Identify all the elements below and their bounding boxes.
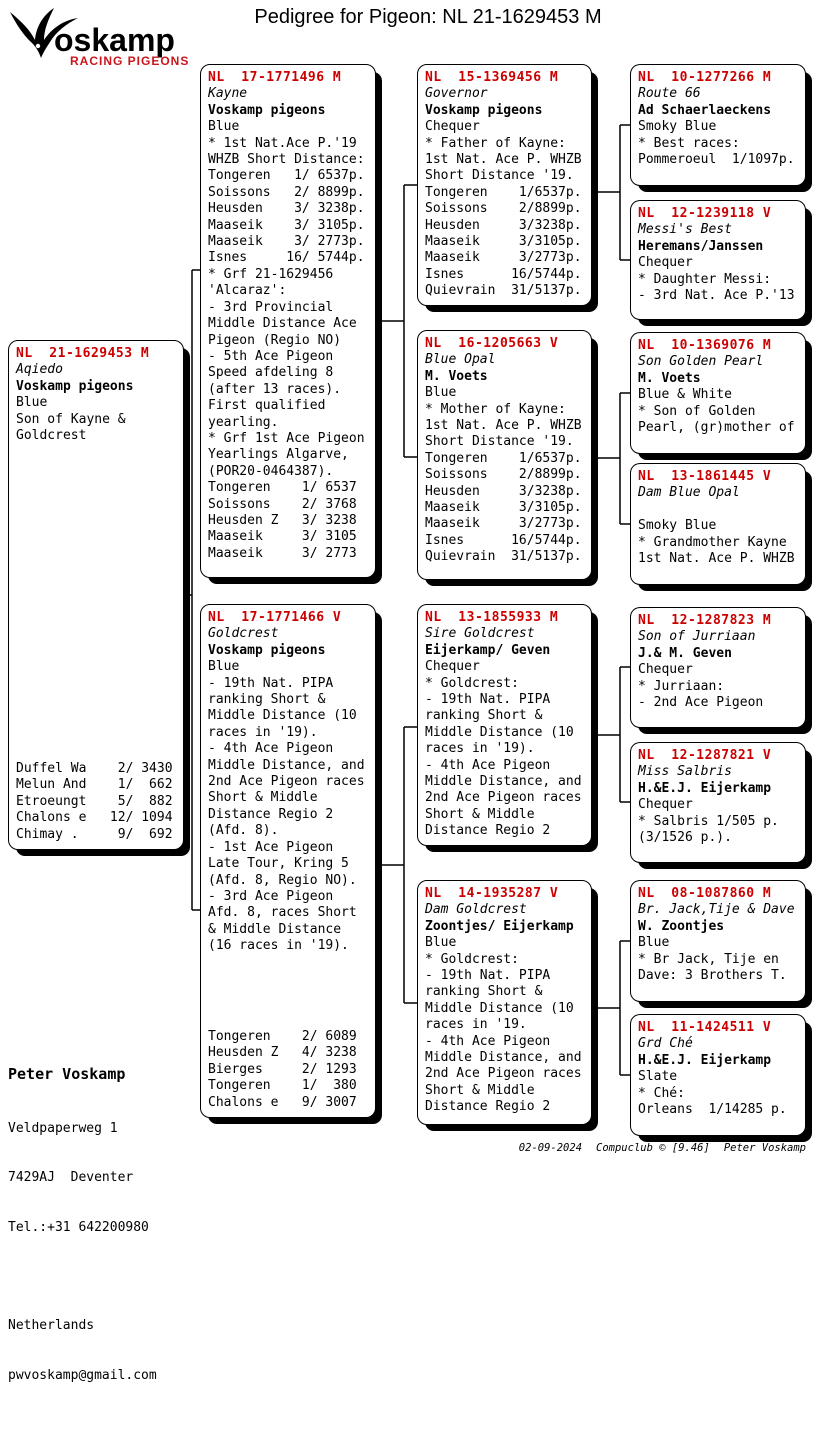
pigeon-notes: * Br Jack, Tije en Dave: 3 Brothers T.	[638, 951, 787, 984]
fancier-name: Zoontjes/ Eijerkamp	[425, 918, 574, 934]
pigeon-color: Blue	[16, 395, 48, 411]
pedigree-box-sire-sire-dam	[630, 200, 806, 320]
generated-stamp	[519, 1142, 806, 1154]
ring-number: NL 12-1287821 V	[638, 748, 772, 763]
pedigree-box-sire-sire	[417, 64, 592, 306]
ring-number: NL 10-1369076 M	[638, 338, 772, 353]
pigeon-name: Blue Opal	[425, 352, 496, 368]
pedigree-box-dam-sire	[417, 604, 592, 846]
owner-address-line: Veldpaperweg 1	[8, 1120, 118, 1136]
pigeon-color: Blue & White	[638, 387, 732, 403]
pigeon-name: Miss Salbris	[638, 764, 732, 780]
pigeon-notes: * Goldcrest: - 19th Nat. PIPA ranking Short & Middle Distance (10 races in '19. - 4th Ace Pigeon Middle Distance, and 2nd Ace Pigeon races Short & Middle Distance Regio 2	[425, 951, 582, 1115]
ring-number: NL 17-1771496 M	[208, 70, 342, 85]
pedigree-box-dam-dam-sire	[630, 880, 806, 1002]
pigeon-notes: * Best races: Pommeroeul 1/1097p.	[638, 135, 795, 168]
ring-number: NL 16-1205663 V	[425, 336, 559, 351]
pigeon-name: Messi's Best	[638, 222, 732, 238]
pigeon-notes: * Father of Kayne: 1st Nat. Ace P. WHZB Short Distance '19. Tongeren 1/6537p. Soissons 2/8899p. Heusden 3/3238p. Maaseik 3/3105p. Maaseik 3/2773p. Isnes 16/5744p. Quievrain 31/5137p.	[425, 135, 582, 299]
owner-phone: Tel.:+31 642200980	[8, 1219, 149, 1235]
fancier-name: Voskamp pigeons	[208, 642, 326, 658]
pigeon-notes: * Salbris 1/505 p. (3/1526 p.).	[638, 813, 779, 846]
fancier-name: Voskamp pigeons	[16, 378, 134, 394]
pigeon-name: Kayne	[208, 86, 248, 102]
fancier-name: Eijerkamp/ Geven	[425, 642, 551, 658]
pigeon-name: Grd Ché	[638, 1036, 693, 1052]
fancier-name: Heremans/Janssen	[638, 238, 764, 254]
owner-contact-block	[8, 1033, 157, 1434]
ring-number: NL 15-1369456 M	[425, 70, 559, 85]
pigeon-color: Blue	[425, 935, 457, 951]
fancier-name: Ad Schaerlaeckens	[638, 102, 772, 118]
owner-email: pwvoskamp@gmail.com	[8, 1367, 157, 1383]
ring-number: NL 10-1277266 M	[638, 70, 772, 85]
fancier-name: Voskamp pigeons	[425, 102, 543, 118]
pedigree-box-sire-dam-sire	[630, 332, 806, 454]
ring-number: NL 17-1771466 V	[208, 610, 342, 625]
ring-number: NL 13-1855933 M	[425, 610, 559, 625]
pigeon-name: Goldcrest	[208, 626, 279, 642]
pigeon-color: Chequer	[638, 662, 693, 678]
pedigree-box-dam-dam	[417, 880, 592, 1125]
generated-author: Peter Voskamp	[723, 1142, 806, 1154]
pigeon-name: Son of Jurriaan	[638, 629, 756, 645]
ring-number: NL 11-1424511 V	[638, 1020, 772, 1035]
pigeon-color: Smoky Blue	[638, 119, 717, 135]
pedigree-box-dam-sire-dam	[630, 742, 806, 863]
ring-number: NL 12-1287823 M	[638, 613, 772, 628]
pedigree-box-sire-dam	[417, 330, 592, 580]
pedigree-box-sire-sire-sire	[630, 64, 806, 186]
pigeon-notes: * Jurriaan: - 2nd Ace Pigeon	[638, 678, 764, 711]
pigeon-color: Chequer	[425, 659, 480, 675]
generated-software: Compuclub © [9.46]	[596, 1142, 710, 1154]
pigeon-name: Son Golden Pearl	[638, 354, 764, 370]
generated-date: 02-09-2024	[518, 1142, 583, 1154]
pigeon-color: Blue	[208, 659, 240, 675]
pigeon-name: Aqiedo	[16, 362, 63, 378]
logo-wordmark: oskamp	[54, 22, 175, 58]
race-results: Duffel Wa 2/ 3430 Melun And 1/ 662 Etroeungt 5/ 882 Chalons e 12/ 1094 Chimay . 9/ 692	[16, 760, 173, 842]
pigeon-color: Blue	[425, 385, 457, 401]
fancier-name: H.&E.J. Eijerkamp	[638, 1052, 772, 1068]
pigeon-notes: * Grandmother Kayne 1st Nat. Ace P. WHZB	[638, 534, 795, 567]
ring-number: NL 08-1087860 M	[638, 886, 772, 901]
ring-number: NL 13-1861445 V	[638, 469, 772, 484]
ring-number: NL 21-1629453 M	[16, 346, 150, 361]
fancier-name: H.&E.J. Eijerkamp	[638, 780, 772, 796]
fancier-name: J.& M. Geven	[638, 645, 732, 661]
fancier-name: Voskamp pigeons	[208, 102, 326, 118]
pigeon-notes: * Daughter Messi: - 3rd Nat. Ace P.'13	[638, 271, 795, 304]
pigeon-notes: * Mother of Kayne: 1st Nat. Ace P. WHZB Short Distance '19. Tongeren 1/6537p. Soissons 2/8899p. Heusden 3/3238p. Maaseik 3/3105p. Maaseik 3/2773p. Isnes 16/5744p. Quievrain 31/5137p.	[425, 401, 582, 565]
fancier-name: M. Voets	[638, 370, 701, 386]
pedigree-box-subject	[8, 340, 184, 850]
pigeon-color: Chequer	[638, 797, 693, 813]
pigeon-name: Dam Blue Opal	[638, 485, 740, 501]
pigeon-color: Smoky Blue	[638, 518, 717, 534]
pedigree-box-dam-sire-sire	[630, 607, 806, 728]
pedigree-box-sire	[200, 64, 376, 578]
pigeon-notes: * 1st Nat.Ace P.'19 WHZB Short Distance: Tongeren 1/ 6537p. Soissons 2/ 8899p. Heusden 3/ 3238p. Maaseik 3/ 3105p. Maaseik 3/ 2773p. Isnes 16/ 5744p. * Grf 21-1629456 'Alcaraz': - 3rd Provincial Middle Distance Ace Pigeon (Regio NO) - 5th Ace Pigeon Speed afdeling 8 (after 13 races). First qualified yearling. * Grf 1st Ace Pigeon Yearlings Algarve, (POR20-0464387). Tongeren 1/ 6537 Soissons 2/ 3768 Heusden Z 3/ 3238 Maaseik 3/ 3105 Maaseik 3/ 2773	[208, 135, 365, 561]
owner-address-line: 7429AJ Deventer	[8, 1170, 134, 1185]
pigeon-color: Blue	[208, 119, 240, 135]
ring-number: NL 12-1239118 V	[638, 206, 772, 221]
pigeon-notes: * Goldcrest: - 19th Nat. PIPA ranking Short & Middle Distance (10 races in '19). - 4th Ace Pigeon Middle Distance, and 2nd Ace Pigeon races Short & Middle Distance Regio 2	[425, 675, 582, 839]
owner-name: Peter Voskamp	[8, 1065, 126, 1083]
pigeon-color: Blue	[638, 935, 670, 951]
fancier-name	[638, 502, 798, 518]
fancier-name: W. Zoontjes	[638, 918, 725, 934]
logo-tagline: RACING PIGEONS	[70, 54, 190, 68]
owner-country: Netherlands	[8, 1318, 95, 1333]
race-results: Tongeren 2/ 6089 Heusden Z 4/ 3238 Bierges 2/ 1293 Tongeren 1/ 380 Chalons e 9/ 3007	[208, 1028, 357, 1110]
pigeon-name: Br. Jack,Tije & Dave	[638, 902, 795, 918]
pigeon-name: Governor	[425, 86, 488, 102]
pigeon-name: Route 66	[638, 86, 701, 102]
pigeon-notes: Son of Kayne & Goldcrest	[16, 411, 126, 444]
pedigree-box-dam	[200, 604, 376, 1118]
pedigree-box-sire-dam-dam	[630, 463, 806, 585]
page-title: Pedigree for Pigeon: NL 21-1629453 M	[254, 6, 602, 28]
pigeon-color: Chequer	[425, 119, 480, 135]
fancier-name: M. Voets	[425, 368, 488, 384]
pedigree-box-dam-dam-dam	[630, 1014, 806, 1136]
pigeon-notes: * Son of Golden Pearl, (gr)mother of	[638, 403, 795, 436]
pigeon-notes: * Ché: Orleans 1/14285 p.	[638, 1085, 787, 1118]
pigeon-notes: - 19th Nat. PIPA ranking Short & Middle Distance (10 races in '19). - 4th Ace Pigeon Middle Distance, and 2nd Ace Pigeon races Short & Middle Distance Regio 2 (Afd. 8). - 1st Ace Pigeon Late Tour, Kring 5 (Afd. 8, Regio NO). - 3rd Ace Pigeon Afd. 8, races Short & Middle Distance (16 races in '19).	[208, 675, 365, 954]
pigeon-name: Dam Goldcrest	[425, 902, 527, 918]
pigeon-color: Slate	[638, 1069, 678, 1085]
ring-number: NL 14-1935287 V	[425, 886, 559, 901]
pigeon-color: Chequer	[638, 255, 693, 271]
pigeon-name: Sire Goldcrest	[425, 626, 535, 642]
